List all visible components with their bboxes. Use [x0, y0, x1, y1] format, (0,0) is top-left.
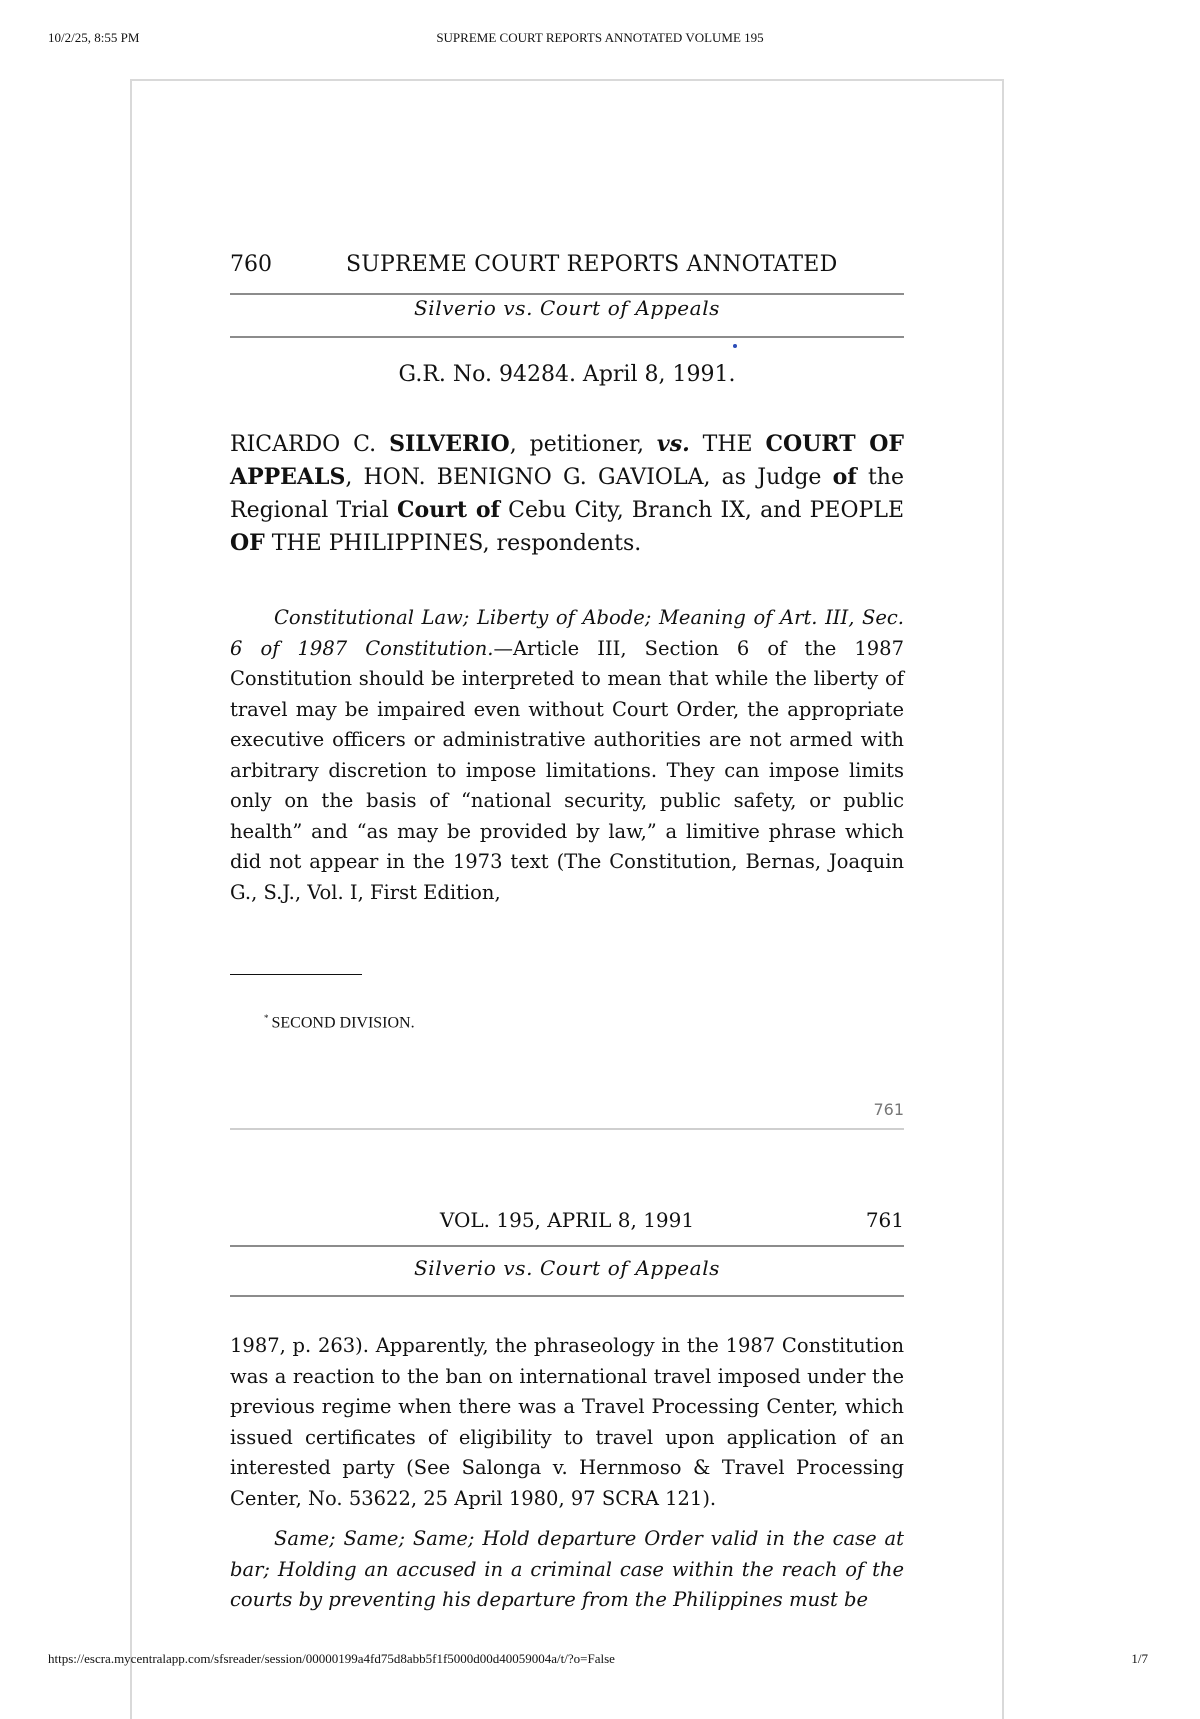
parties-block: RICARDO C. SILVERIO, petitioner, vs. THE COURT OF APPEALS, HON. BENIGNO G. GAVIOLA, as Judge of the Regional Trial Court of Cebu City, Branch IX, and PEOPLE OF THE PHILIPPINES, respondents.: [230, 431, 904, 556]
footnote-anchor-dot[interactable]: [733, 344, 737, 348]
caption-rule: [230, 336, 904, 338]
syllabus-heading: Constitutional Law; Liberty of Abode; Meaning of Art. III, Sec. 6 of 1987 Constitution.: [230, 606, 904, 660]
case-caption: Silverio vs. Court of Appeals: [413, 296, 721, 320]
running-title: VOL. 195, APRIL 8, 1991: [439, 1208, 695, 1232]
print-datetime: 10/2/25, 8:55 PM: [48, 30, 140, 45]
syllabus-paragraph: [230, 1524, 904, 1616]
running-title: SUPREME COURT REPORTS ANNOTATED: [346, 252, 838, 277]
page-number: 761: [865, 1208, 904, 1232]
page-break-rule: [230, 1128, 904, 1130]
print-page-count: 1/7: [1131, 1651, 1148, 1666]
continuation-paragraph: 1987, p. 263). Apparently, the phraseology in the 1987 Constitution was a reaction to the ban on international travel imposed under the previous regime when there was a Travel Processing Center, which issued certificates of eligibility to travel upon application of an interested party (See Salonga v. Hernmoso & Travel Processing Center, No. 53622, 25 April 1980, 97 SCRA 121).: [230, 1334, 904, 1510]
gr-number: G.R. No. 94284. April 8, 1991.: [398, 362, 736, 387]
next-page-marker: 761: [873, 1100, 904, 1119]
footnote: * SECOND DIVISION.: [264, 1013, 415, 1032]
syllabus-text: —Article III, Section 6 of the 1987 Constitution should be interpreted to mean that while the liberty of travel may be impaired even without Court Order, the appropriate executive officers or administrative authorities are not armed with arbitrary discretion to impose limitations. They can impose limits only on the basis of “national security, public safety, or public health” and “as may be provided by law,” a limitive phrase which did not appear in the 1973 text (The Constitution, Bernas, Joaquin G., S.J., Vol. I, First Edition,: [230, 636, 904, 904]
header-rule: [230, 1245, 904, 1247]
source-url[interactable]: https://escra.mycentralapp.com/sfsreader/session/00000199a4fd75d8abb5f1f5000d00d40059004a/t/?o=False: [48, 1651, 615, 1666]
caption-rule: [230, 1295, 904, 1297]
footnote-rule: [230, 974, 362, 975]
syllabus-heading: Same; Same; Same; Hold departure Order valid in the case at bar; Holding an accused in a criminal case within the reach of the courts by preventing his departure from the Philippines must be: [230, 1527, 904, 1611]
header-rule: [230, 293, 904, 295]
page-760-header: [230, 252, 904, 282]
page-number: 760: [230, 252, 272, 277]
syllabus-paragraph: [230, 603, 904, 908]
case-caption: Silverio vs. Court of Appeals: [413, 1256, 721, 1280]
page-761-header: [230, 1208, 904, 1238]
print-title: SUPREME COURT REPORTS ANNOTATED VOLUME 195: [436, 30, 764, 45]
continuation-text: [230, 1331, 904, 1616]
